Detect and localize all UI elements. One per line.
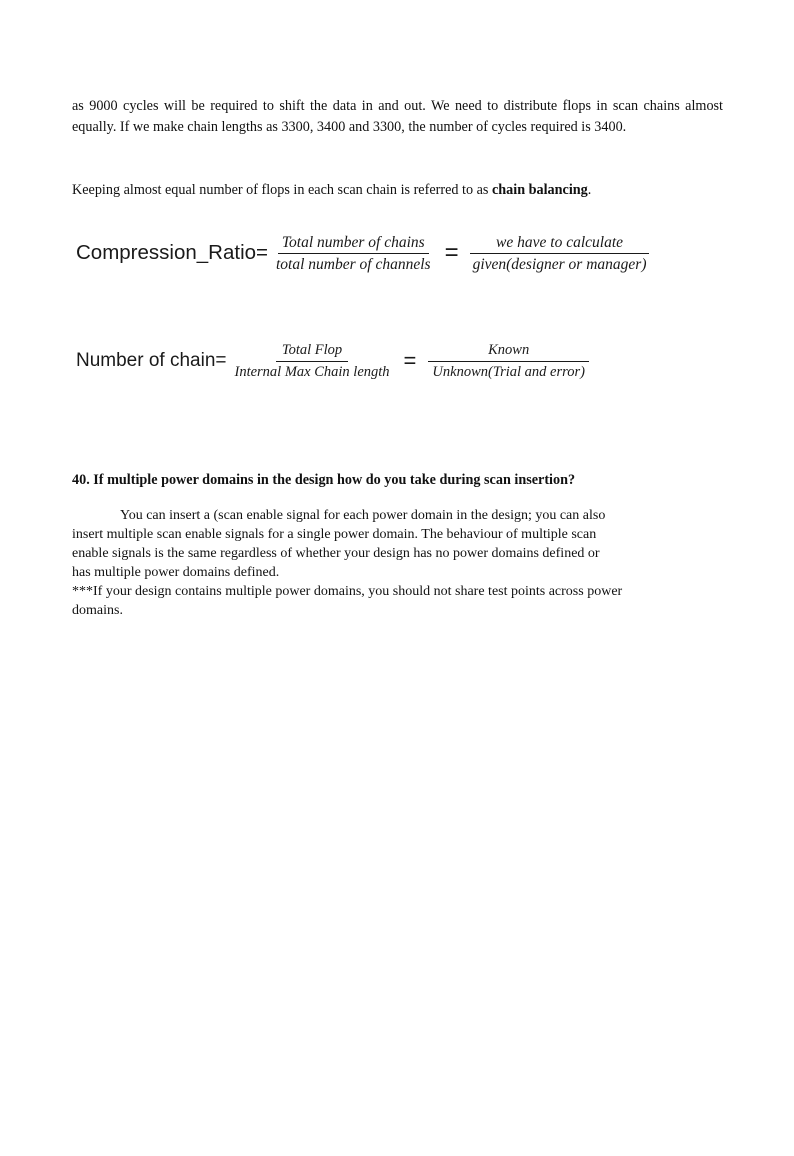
fraction-numerator: Total Flop bbox=[276, 341, 348, 362]
answer-paragraph bbox=[72, 506, 712, 620]
fraction-numerator: we have to calculate bbox=[470, 233, 649, 254]
chain-balancing-term: chain balancing bbox=[491, 182, 588, 198]
answer-note: ***If your design contains multiple power domains, you should not share test points across power bbox=[72, 584, 623, 599]
fraction-known-unknown bbox=[426, 341, 591, 382]
fraction-denominator: Unknown(Trial and error) bbox=[432, 363, 585, 380]
chain-balancing-suffix: . bbox=[587, 182, 592, 198]
fraction-calculate-given bbox=[467, 233, 653, 274]
formula-lhs: Number of chain= bbox=[76, 350, 227, 371]
compression-ratio-formula bbox=[76, 228, 652, 278]
chain-balancing-prefix: Keeping almost equal number of flops in each scan chain is referred to as bbox=[72, 182, 492, 198]
fraction-denominator: given(designer or manager) bbox=[472, 255, 647, 273]
equals-sign: = bbox=[403, 348, 417, 373]
paragraph-chain-lengths: as 9000 cycles will be required to shift the data in and out. We need to distribute flops in scan chains almost equally. If we make chain lengths as 3300, 3400 and 3300, the number of cycles required is 3400. bbox=[72, 98, 723, 135]
fraction-numerator: Total number of chains bbox=[278, 233, 429, 254]
fraction-denominator: Internal Max Chain length bbox=[234, 363, 390, 380]
answer-line: You can insert a (scan enable signal for each power domain in the design; you can also bbox=[120, 508, 606, 523]
answer-line: has multiple power domains defined. bbox=[72, 565, 280, 580]
paragraph-chain-balancing bbox=[72, 180, 723, 201]
answer-line: insert multiple scan enable signals for a single power domain. The behaviour of multiple scan bbox=[72, 527, 597, 542]
fraction-flop-chain-length bbox=[229, 341, 396, 382]
answer-line: enable signals is the same regardless of whether your design has no power domains defined or bbox=[72, 546, 600, 561]
equals-sign: = bbox=[444, 239, 459, 266]
fraction-numerator: Known bbox=[428, 341, 589, 362]
fraction-denominator: total number of channels bbox=[276, 255, 431, 273]
answer-note: domains. bbox=[72, 603, 123, 618]
question-heading: 40. If multiple power domains in the design how do you take during scan insertion? bbox=[72, 472, 576, 488]
number-of-chain-formula bbox=[76, 338, 591, 384]
formula-lhs: Compression_Ratio= bbox=[76, 241, 268, 264]
fraction-chains-channels bbox=[270, 233, 437, 274]
